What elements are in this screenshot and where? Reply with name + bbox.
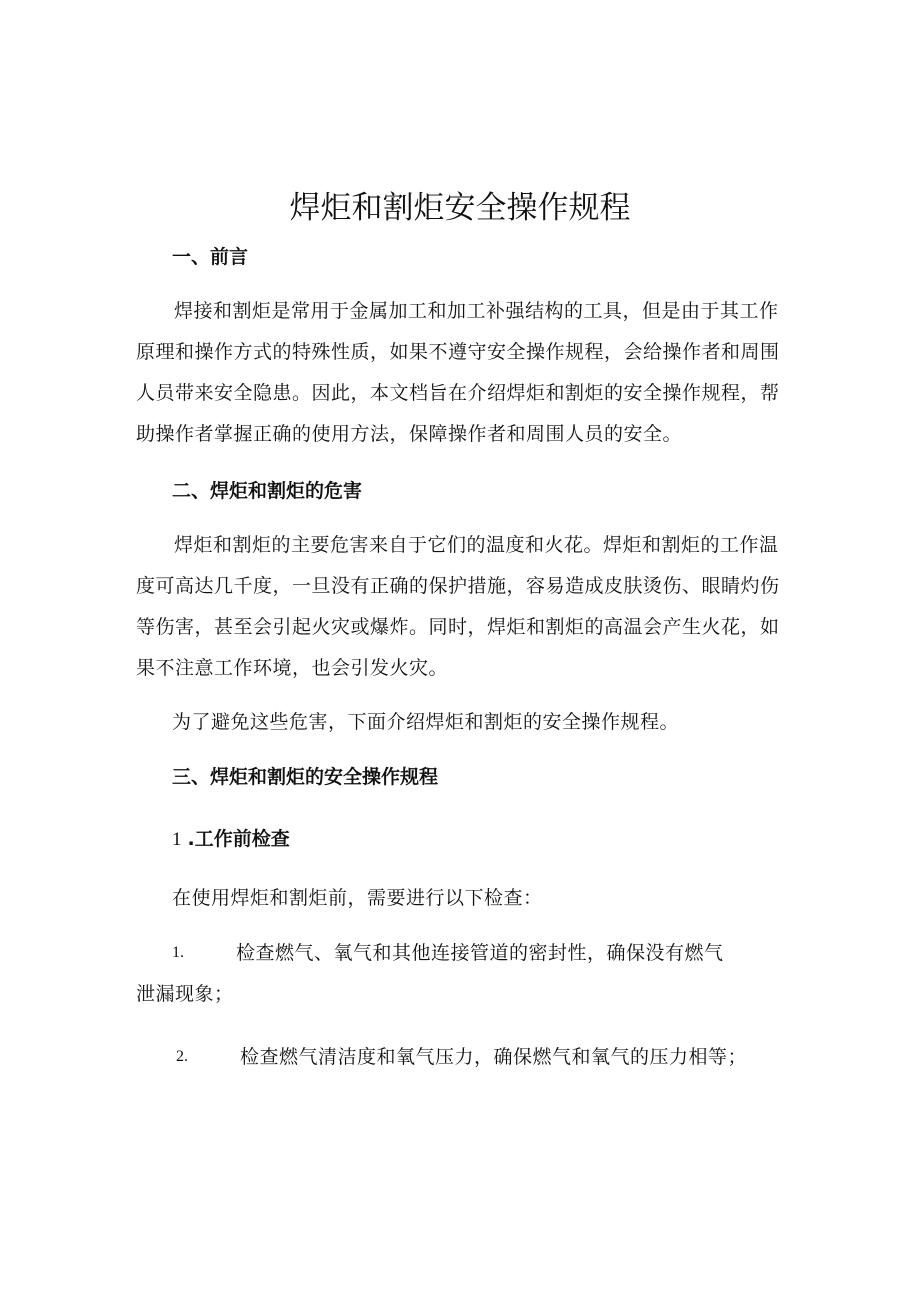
list-item-text-line1: 检查燃气、氧气和其他连接管道的密封性，确保没有燃气 (236, 942, 724, 964)
section-heading-hazards: 二、焊炬和割炬的危害 (172, 480, 363, 502)
preface-paragraph: 焊接和割炬是常用于金属加工和加工补强结构的工具，但是由于其工作原理和操作方式的特殊性质，如果不遵守安全操作规程，会给操作者和周围人员带来安全隐患。因此，本文档旨在介绍焊炬和割炬的安全操作规程，帮助操作者掌握正确的使用方法，保障操作者和周围人员的安全。 (136, 300, 780, 445)
list-item-number: 1. (172, 944, 184, 961)
hazards-paragraph: 焊炬和割炬的主要危害来自于它们的温度和火花。焊炬和割炬的工作温度可高达几千度，一旦没有正确的保护措施，容易造成皮肤烫伤、眼睛灼伤等伤害，甚至会引起火灾或爆炸。同时，焊炬和割炬的高温会产生火花，如果不注意工作环境，也会引发火灾。 (136, 534, 780, 679)
subsection-title: .工作前检查 (187, 828, 290, 850)
hazards-transition-paragraph: 为了避免这些危害，下面介绍焊炬和割炬的安全操作规程。 (172, 711, 680, 733)
subsection-number: 1 (172, 829, 182, 850)
list-item-text-line1: 检查燃气清洁度和氧气压力，确保燃气和氧气的压力相等； (240, 1046, 748, 1068)
pre-work-check-intro: 在使用焊炬和割炬前，需要进行以下检查： (172, 887, 543, 909)
list-item-number: 2. (176, 1048, 188, 1065)
section-heading-preface: 一、前言 (172, 246, 249, 268)
list-item-text-line2: 泄漏现象； (136, 983, 234, 1005)
section-heading-procedures: 三、焊炬和割炬的安全操作规程 (172, 766, 439, 788)
document-title: 焊炬和割炬安全操作规程 (289, 190, 631, 226)
subsection-heading-pre-work-check (172, 825, 290, 854)
